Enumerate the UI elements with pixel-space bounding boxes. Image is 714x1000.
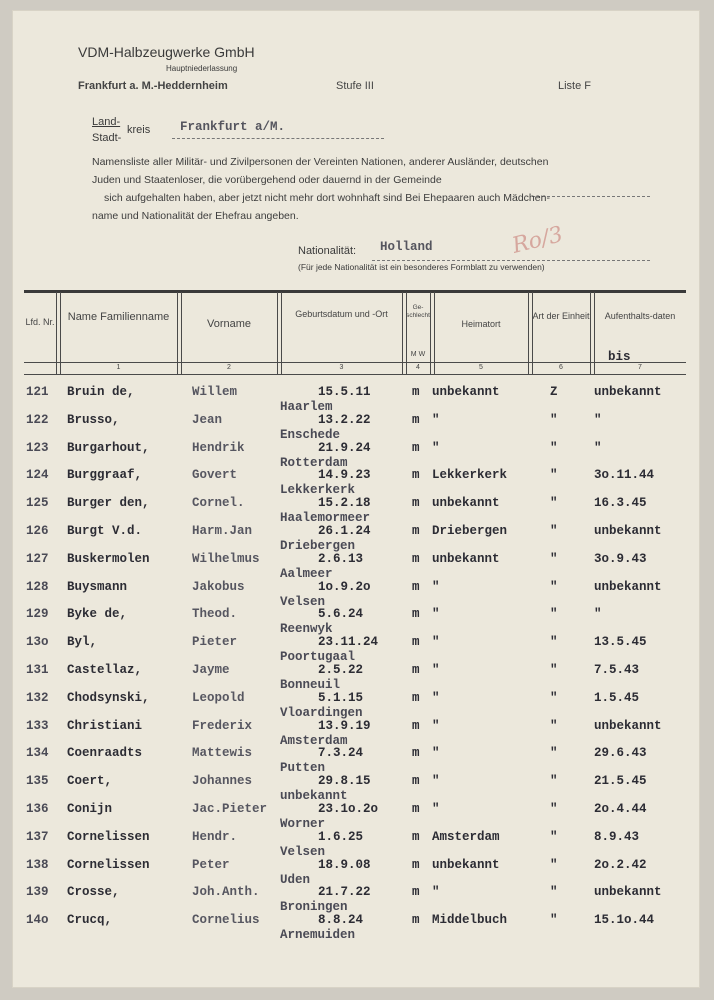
cell-birth-place: Lekkerkerk — [280, 483, 356, 498]
cell-family-name: Coenraadts — [67, 746, 143, 761]
liste-label: Liste F — [558, 80, 592, 92]
table-row — [12, 663, 700, 691]
cell-family-name: Byl, — [67, 635, 98, 650]
cell-home-town: " — [432, 607, 440, 622]
cell-unit-type: Z — [550, 385, 558, 399]
header-divider — [24, 362, 686, 363]
cell-sex: m — [412, 802, 420, 816]
cell-birth-date: 29.8.15 — [318, 774, 371, 789]
cell-birth-place: Rotterdam — [280, 455, 348, 470]
table-row — [12, 441, 700, 469]
description-line: name und Nationalität der Ehefrau angeben. — [92, 210, 299, 222]
cell-first-name: Govert — [192, 468, 238, 483]
cell-family-name: Burgarhout, — [67, 440, 150, 455]
description-line: sich aufgehalten haben, aber jetzt nicht mehr dort wohnhaft sind Bei Ehepaaren auch Mädchen- — [104, 192, 550, 204]
cell-family-name: Burger den, — [67, 496, 150, 511]
cell-birth-date: 14.9.23 — [318, 468, 371, 483]
column-divider — [277, 292, 282, 374]
cell-birth-date: 23.1o.2o — [318, 802, 379, 816]
cell-family-name: Cornelissen — [67, 829, 150, 844]
cell-family-name: Crucq, — [67, 913, 113, 928]
cell-birth-place: Amsterdam — [280, 733, 348, 748]
cell-nr: 139 — [26, 885, 49, 900]
cell-family-name: Burggraaf, — [67, 468, 143, 483]
cell-birth-date: 21.9.24 — [318, 440, 371, 455]
cell-family-name: Coert, — [67, 774, 113, 789]
nationality-note: (Für jede Nationalität ist ein besonderes Formblatt zu verwenden) — [298, 262, 545, 272]
cell-birth-date: 7.3.24 — [318, 746, 364, 761]
cell-stay-date: 2o.4.44 — [594, 802, 647, 816]
land-label: Land- — [92, 116, 121, 128]
cell-first-name: Jean — [192, 412, 223, 427]
cell-unit-type: " — [550, 524, 558, 538]
cell-first-name: Mattewis — [192, 746, 253, 761]
cell-birth-date: 13.2.22 — [318, 412, 371, 427]
cell-unit-type: " — [550, 663, 558, 677]
cell-sex: m — [412, 524, 420, 538]
document-page — [12, 10, 700, 988]
cell-home-town: Middelbuch — [432, 913, 508, 928]
column-divider — [177, 292, 182, 374]
cell-birth-date: 26.1.24 — [318, 524, 371, 538]
table-row — [12, 468, 700, 496]
cell-stay-date: unbekannt — [594, 885, 662, 900]
cell-unit-type: " — [550, 885, 558, 900]
cell-unit-type: " — [550, 718, 558, 733]
col-header-art: Art der Einheit — [532, 311, 590, 321]
cell-stay-date: unbekannt — [594, 524, 662, 538]
cell-first-name: Harm.Jan — [192, 524, 253, 538]
cell-birth-date: 8.8.24 — [318, 913, 364, 928]
cell-sex: m — [412, 412, 420, 427]
cell-nr: 133 — [26, 718, 49, 733]
cell-stay-date: unbekannt — [594, 718, 662, 733]
cell-nr: 131 — [26, 663, 49, 677]
stadt-label: Stadt- — [92, 132, 122, 144]
cell-nr: 14o — [26, 913, 49, 928]
cell-sex: m — [412, 746, 420, 761]
cell-home-town: " — [432, 885, 440, 900]
cell-family-name: Buysmann — [67, 579, 128, 594]
table-row — [12, 552, 700, 580]
col-header-heimat: Heimatort — [461, 319, 501, 329]
cell-birth-date: 18.9.08 — [318, 857, 371, 872]
cell-birth-date: 15.5.11 — [318, 385, 371, 399]
cell-nr: 13o — [26, 635, 49, 650]
nationality-value: Holland — [380, 240, 433, 254]
cell-unit-type: " — [550, 774, 558, 789]
col-header-vorname: Vorname — [206, 318, 252, 330]
cell-stay-date: 7.5.43 — [594, 663, 640, 677]
col-header-mw: M W — [410, 351, 426, 358]
cell-birth-place: Broningen — [280, 900, 348, 915]
cell-first-name: Cornelius — [192, 913, 260, 928]
table-row — [12, 719, 700, 747]
cell-birth-place: Worner — [280, 817, 326, 831]
cell-sex: m — [412, 385, 420, 399]
cell-sex: m — [412, 857, 420, 872]
table-row — [12, 524, 700, 552]
cell-sex: m — [412, 635, 420, 650]
cell-nr: 134 — [26, 746, 49, 761]
cell-home-town: " — [432, 690, 440, 705]
pencil-stamp: Ro/3 — [509, 222, 566, 259]
cell-home-town: " — [432, 635, 440, 650]
col-number: 3 — [339, 364, 344, 371]
table-row — [12, 413, 700, 441]
cell-nr: 128 — [26, 579, 49, 594]
city-label: Frankfurt a. M.-Heddernheim — [78, 80, 228, 92]
cell-nr: 138 — [26, 857, 49, 872]
cell-birth-place: Haarlem — [280, 400, 333, 414]
column-divider — [528, 292, 533, 374]
cell-birth-date: 1.6.25 — [318, 829, 364, 844]
cell-first-name: Theod. — [192, 607, 238, 622]
col-header-bis: bis — [608, 350, 631, 364]
cell-birth-place: Reenwyk — [280, 622, 333, 637]
header-bottom-rule — [24, 374, 686, 375]
cell-birth-place: Velsen — [280, 844, 326, 859]
cell-family-name: Brusso, — [67, 412, 120, 427]
cell-unit-type: " — [550, 802, 558, 816]
cell-birth-place: Poortugaal — [280, 650, 356, 665]
cell-sex: m — [412, 551, 420, 566]
description-line: Juden und Staatenloser, die vorübergehend oder dauernd in der Gemeinde — [92, 174, 442, 186]
column-divider — [590, 292, 595, 374]
cell-stay-date: 1.5.45 — [594, 690, 640, 705]
cell-birth-date: 13.9.19 — [318, 718, 371, 733]
cell-home-town: " — [432, 718, 440, 733]
cell-home-town: " — [432, 746, 440, 761]
cell-nr: 123 — [26, 440, 49, 455]
cell-birth-place: Arnemuiden — [280, 928, 356, 943]
cell-home-town: Amsterdam — [432, 829, 500, 844]
company-name: VDM-Halbzeugwerke GmbH — [78, 44, 255, 60]
kreis-value: Frankfurt a/M. — [180, 120, 286, 134]
nationality-label: Nationalität: — [298, 245, 357, 257]
col-header-name: Name Familienname — [67, 311, 170, 323]
cell-stay-date: 13.5.45 — [594, 635, 647, 650]
cell-nr: 137 — [26, 829, 49, 844]
cell-nr: 121 — [26, 385, 49, 399]
cell-birth-place: Uden — [280, 872, 311, 887]
cell-sex: m — [412, 718, 420, 733]
cell-birth-place: Velsen — [280, 594, 326, 609]
cell-birth-place: Driebergen — [280, 539, 356, 553]
cell-birth-place: Enschede — [280, 427, 341, 442]
kreis-label: kreis — [127, 124, 151, 136]
cell-first-name: Pieter — [192, 635, 238, 650]
cell-birth-date: 2.5.22 — [318, 663, 364, 677]
cell-family-name: Christiani — [67, 718, 143, 733]
cell-home-town: unbekannt — [432, 551, 500, 566]
cell-stay-date: 3o.9.43 — [594, 551, 647, 566]
cell-first-name: Joh.Anth. — [192, 885, 260, 900]
cell-birth-date: 21.7.22 — [318, 885, 371, 900]
table-row — [12, 885, 700, 913]
cell-unit-type: " — [550, 746, 558, 761]
cell-birth-date: 5.6.24 — [318, 607, 364, 622]
cell-family-name: Castellaz, — [67, 663, 143, 677]
cell-first-name: Jakobus — [192, 579, 245, 594]
cell-home-town: Driebergen — [432, 524, 508, 538]
cell-home-town: " — [432, 663, 440, 677]
cell-unit-type: " — [550, 635, 558, 650]
table-row — [12, 691, 700, 719]
cell-first-name: Hendr. — [192, 829, 238, 844]
col-number: 1 — [116, 364, 121, 371]
cell-unit-type: " — [550, 579, 558, 594]
cell-birth-date: 15.2.18 — [318, 496, 371, 511]
column-divider — [430, 292, 435, 374]
cell-birth-place: Vloardingen — [280, 705, 363, 720]
cell-unit-type: " — [550, 496, 558, 511]
table-row — [12, 746, 700, 774]
cell-unit-type: " — [550, 829, 558, 844]
table-row — [12, 802, 700, 830]
table-row — [12, 607, 700, 635]
cell-first-name: Jayme — [192, 663, 230, 677]
cell-unit-type: " — [550, 857, 558, 872]
cell-birth-place: Bonneuil — [280, 678, 341, 692]
cell-home-town: Lekkerkerk — [432, 468, 508, 483]
cell-unit-type: " — [550, 690, 558, 705]
cell-birth-date: 23.11.24 — [318, 635, 379, 650]
cell-home-town: unbekannt — [432, 385, 500, 399]
cell-stay-date: 15.1o.44 — [594, 913, 655, 928]
cell-sex: m — [412, 885, 420, 900]
stufe-label: Stufe III — [336, 80, 374, 92]
col-number: 6 — [559, 364, 563, 371]
col-header-geschlecht: Ge-schlecht — [406, 304, 430, 319]
cell-first-name: Peter — [192, 857, 230, 872]
cell-unit-type: " — [550, 607, 558, 622]
cell-nr: 129 — [26, 607, 49, 622]
cell-sex: m — [412, 468, 420, 483]
description-line: Namensliste aller Militär- und Zivilpersonen der Vereinten Nationen, anderer Ausländer, deutschen — [92, 156, 549, 168]
cell-home-town: " — [432, 802, 440, 816]
cell-sex: m — [412, 690, 420, 705]
cell-unit-type: " — [550, 551, 558, 566]
cell-first-name: Wilhelmus — [192, 551, 260, 566]
table-row — [12, 830, 700, 858]
cell-family-name: Bruin de, — [67, 385, 135, 399]
cell-sex: m — [412, 663, 420, 677]
cell-first-name: Leopold — [192, 690, 245, 705]
col-header-nr: Lfd. Nr. — [25, 317, 55, 327]
cell-nr: 126 — [26, 524, 49, 538]
cell-first-name: Hendrik — [192, 440, 245, 455]
table-row — [12, 580, 700, 608]
cell-family-name: Burgt V.d. — [67, 524, 143, 538]
cell-stay-date: 3o.11.44 — [594, 468, 655, 483]
cell-first-name: Jac.Pieter — [192, 802, 268, 816]
col-number: 4 — [416, 364, 420, 371]
cell-stay-date: 2o.2.42 — [594, 857, 647, 872]
cell-home-town: " — [432, 440, 440, 455]
col-header-geburt: Geburtsdatum und -Ort — [295, 309, 388, 319]
cell-nr: 136 — [26, 802, 49, 816]
cell-stay-date: unbekannt — [594, 385, 662, 399]
cell-sex: m — [412, 774, 420, 789]
cell-unit-type: " — [550, 468, 558, 483]
col-header-aufenthalt: Aufenthalts-daten — [604, 311, 676, 321]
cell-birth-date: 1o.9.2o — [318, 579, 371, 594]
cell-first-name: Cornel. — [192, 496, 245, 511]
cell-stay-date: " — [594, 412, 602, 427]
table-row — [12, 774, 700, 802]
cell-first-name: Frederix — [192, 718, 253, 733]
cell-family-name: Buskermolen — [67, 551, 150, 566]
cell-stay-date: 21.5.45 — [594, 774, 647, 789]
cell-stay-date: " — [594, 440, 602, 455]
cell-nr: 127 — [26, 551, 49, 566]
cell-birth-place: Aalmeer — [280, 566, 333, 581]
cell-stay-date: 8.9.43 — [594, 829, 640, 844]
cell-home-town: unbekannt — [432, 857, 500, 872]
cell-birth-date: 5.1.15 — [318, 690, 364, 705]
cell-unit-type: " — [550, 440, 558, 455]
cell-unit-type: " — [550, 913, 558, 928]
col-number: 2 — [227, 364, 231, 371]
column-divider — [56, 292, 61, 374]
cell-home-town: " — [432, 774, 440, 789]
table-row — [12, 913, 700, 941]
cell-birth-place: unbekannt — [280, 789, 348, 804]
cell-family-name: Crosse, — [67, 885, 120, 900]
cell-nr: 135 — [26, 774, 49, 789]
cell-family-name: Cornelissen — [67, 857, 150, 872]
cell-family-name: Chodsynski, — [67, 690, 150, 705]
cell-nr: 132 — [26, 690, 49, 705]
col-number: 5 — [479, 364, 483, 371]
cell-birth-place: Haalemormeer — [280, 511, 371, 526]
cell-home-town: unbekannt — [432, 496, 500, 511]
cell-first-name: Willem — [192, 385, 238, 399]
cell-home-town: " — [432, 412, 440, 427]
col-number: 7 — [638, 364, 642, 371]
table-row — [12, 635, 700, 663]
cell-stay-date: " — [594, 607, 602, 622]
cell-sex: m — [412, 496, 420, 511]
cell-home-town: " — [432, 579, 440, 594]
branch-label: Hauptniederlassung — [166, 64, 238, 73]
cell-sex: m — [412, 829, 420, 844]
cell-family-name: Conijn — [67, 802, 113, 816]
cell-stay-date: 29.6.43 — [594, 746, 647, 761]
table-row — [12, 858, 700, 886]
cell-birth-date: 2.6.13 — [318, 551, 364, 566]
table-top-rule — [24, 290, 686, 293]
table-row — [12, 496, 700, 524]
cell-stay-date: unbekannt — [594, 579, 662, 594]
cell-sex: m — [412, 913, 420, 928]
table-row — [12, 385, 700, 413]
cell-sex: m — [412, 607, 420, 622]
cell-family-name: Byke de, — [67, 607, 128, 622]
cell-first-name: Johannes — [192, 774, 253, 789]
cell-sex: m — [412, 440, 420, 455]
cell-stay-date: 16.3.45 — [594, 496, 647, 511]
cell-sex: m — [412, 579, 420, 594]
cell-nr: 125 — [26, 496, 49, 511]
cell-nr: 122 — [26, 412, 49, 427]
cell-unit-type: " — [550, 412, 558, 427]
cell-nr: 124 — [26, 468, 49, 483]
cell-birth-place: Putten — [280, 761, 326, 776]
